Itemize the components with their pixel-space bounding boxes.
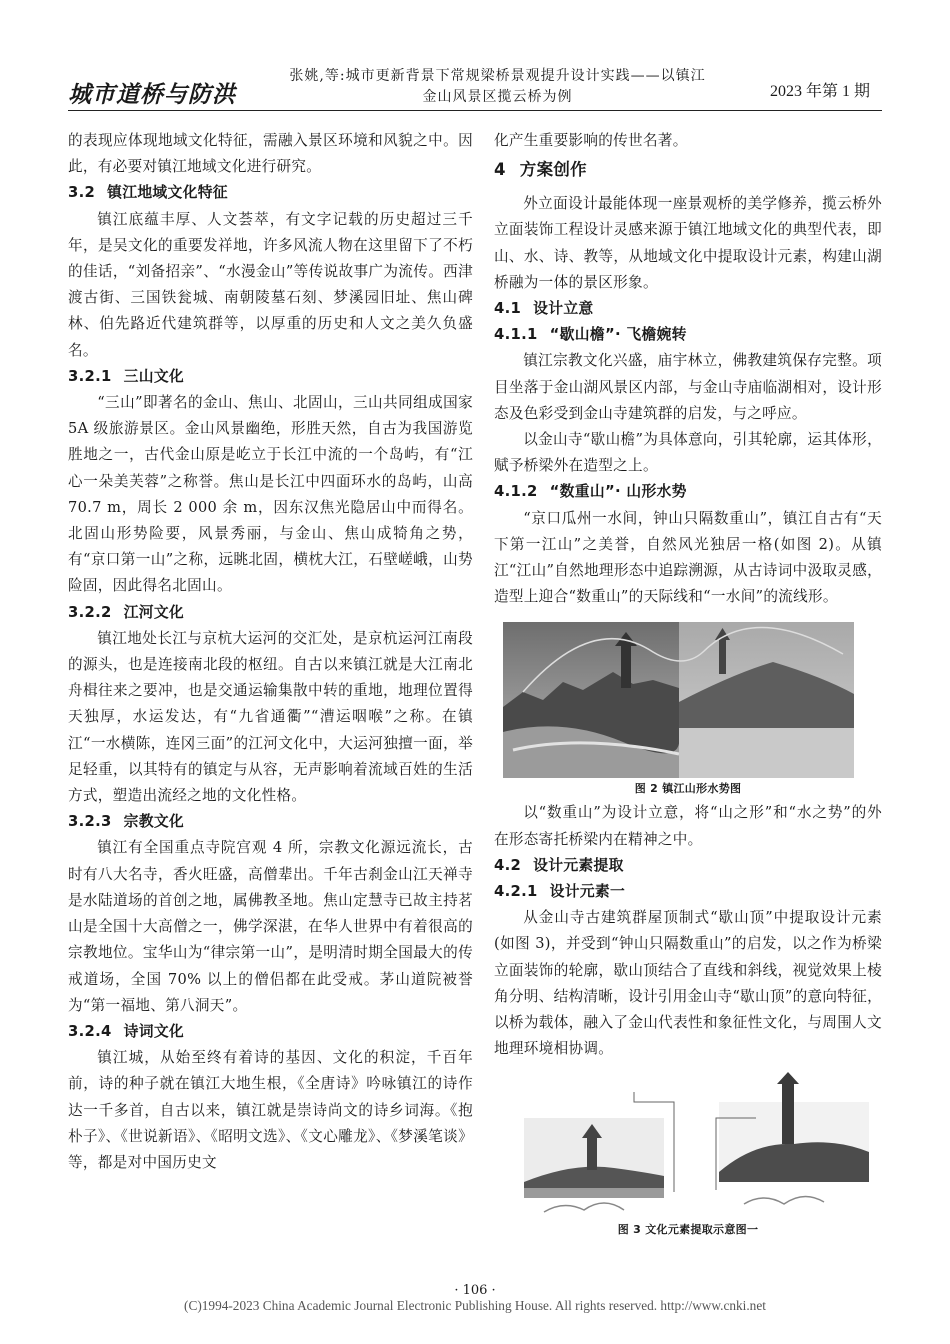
paragraph: 外立面设计最能体现一座景观桥的美学修养，揽云桥外立面装饰工程设计灵感来源于镇江地域文化的典型代表，即山、水、诗、教等，从地域文化中提取设计元素，构建山湖桥融为一体的景区形象。 [494,195,882,291]
section-heading-4-2-1: 4.2.1 设计元素一 [494,883,626,901]
section-heading-4: 4 方案创作 [494,160,587,180]
section-heading-4-1: 4.1 设计立意 [494,300,594,318]
right-column [494,128,882,1241]
journal-logo: 城市道桥与防洪 [68,81,236,108]
paragraph: 的表现应体现地域文化特征，需融入景区环境和风貌之中。因此，有必要对镇江地域文化进行研究。 [68,132,473,176]
header-rule [68,110,882,111]
paragraph: 镇江城，从始至终有着诗的基因、文化的积淀，千百年前，诗的种子就在镇江大地生根，《全唐诗》吟咏镇江的诗作达一千多首，自古以来，镇江就是崇诗尚文的诗乡词海。《抱朴子》、《世说新语》、《昭明文选》、《文心雕龙》、《梦溪笔谈》等，都是对中国历史文 [68,1049,473,1171]
figure-2-caption: 图 2 镇江山形水势图 [634,782,742,796]
section-heading-3-2-1: 3.2.1 三山文化 [68,367,185,385]
paragraph: 镇江底蕴丰厚、人文荟萃，有文字记载的历史超过三千年，是吴文化的重要发祥地，许多风流人物在这里留下了不朽的佳话，“刘备招亲”、“水漫金山”等传说故事广为流传。西津渡古街、三国铁瓮城、南朝陵墓石刻、梦溪园旧址、焦山碑林、伯先路近代建筑群等，以厚重的历史和人文之美久负盛名。 [68,210,473,359]
paragraph: “京口瓜州一水间，钟山只隔数重山”，镇江自古有“天下第一江山”之美誉，自然风光独居一格(如图 2)。从镇江“江山”自然地理形态中追踪溯源，从古诗词中汲取灵感，造型上迎合“数重山”的天际线和“一水间”的流线形。 [494,509,882,606]
page-number: · 106 · [454,1283,496,1298]
section-heading-3-2-2: 3.2.2 江河文化 [68,603,185,621]
paragraph: 化产生重要影响的传世名著。 [494,132,688,149]
paragraph: 以金山寺“歇山檐”为具体意向，引其轮廓，运其体形，赋予桥梁外在造型之上。 [494,431,882,475]
section-heading-3-2-3: 3.2.3 宗教文化 [68,813,185,831]
running-title [235,66,760,108]
section-heading-3-2-4: 3.2.4 诗词文化 [68,1022,185,1040]
section-heading-4-1-1: 4.1.1 “歇山檐”· 飞檐婉转 [494,326,687,344]
copyright-line: (C)1994-2023 China Academic Journal Electronic Publishing House. All rights reserved. http://www.cnki.net [184,1298,766,1313]
figure-3-diagram [494,1072,880,1219]
paragraph: 镇江地处长江与京杭大运河的交汇处，是京杭运河江南段的源头，也是连接南北段的枢纽。自古以来镇江就是大江南北舟楫往来之要冲，也是交通运输集散中转的重地，地理位置得天独厚，水运发达，有“九省通衢”“漕运咽喉”之称。在镇江“一水横陈，连冈三面”的江河文化中，大运河独擅一面，举足轻重，以其特有的镇定与从容，无声影响着流域百姓的生活方式，塑造出流经之地的文化性格。 [68,629,473,805]
section-heading-4-1-2: 4.1.2 “数重山”· 山形水势 [494,483,687,501]
paragraph: “三山”即著名的金山、焦山、北固山，三山共同组成国家 5A 级旅游景区。金山风景幽绝，形胜天然，自古为我国游览胜地之一，古代金山原是屹立于长江中流的一个岛屿，有“江心一朵美芙蓉”之称誉。焦山是长江中四面环水的岛屿，山高 70.7 m，周长 2 000 余 m，因东汉焦光隐居山中而得名。北固山形势险要，风景秀丽，与金山、焦山成犄角之势，有“京口第一山”之称，远眺北固，横枕大江，石壁嵯峨，山势险固，因此得名北固山。 [68,394,473,595]
paragraph: 从金山寺古建筑群屋顶制式“歇山顶”中提取设计元素(如图 3)，并受到“钟山只隔数重山”的启发，以之作为桥梁立面装饰的轮廓，歇山顶结合了直线和斜线，视觉效果上棱角分明、结构清晰，设计引用金山寺“歇山顶”的意向特征，以桥为载体，融入了金山代表性和象征性文化，与周围人文地理环境相协调。 [494,909,882,1058]
paragraph: 镇江宗教文化兴盛，庙宇林立，佛教建筑保存完整。项目坐落于金山湖风景区内部，与金山寺庙临湖相对，设计形态及色彩受到金山寺建筑群的启发，与之呼应。 [494,352,882,422]
figure-2-photo [503,622,854,778]
left-column [68,128,473,1176]
section-heading-3-2: 3.2 镇江地域文化特征 [68,184,228,202]
running-title-line2: 金山风景区揽云桥为例 [422,89,573,105]
section-heading-4-2: 4.2 设计元素提取 [494,856,624,874]
paragraph: 以“数重山”为设计立意，将“山之形”和“水之势”的外在形态寄托桥梁内在精神之中。 [494,804,882,848]
figure-3-image [494,1072,880,1219]
running-title-line1: 张姚,等:城市更新背景下常规梁桥景观提升设计实践——以镇江 [289,68,706,84]
issue-label: 2023 年第 1 期 [770,83,871,100]
paragraph: 镇江有全国重点寺院宫观 4 所，宗教文化源远流长，古时有八大名寺，香火旺盛，高僧辈出。千年古刹金山江天禅寺是水陆道场的首创之地，属佛教圣地。焦山定慧寺已故主持茗山是全国十大高僧之一，佛学深湛，在华人世界中有着很高的宗教地位。宝华山为“律宗第一山”，是明清时期全国最大的传戒道场，全国 70% 以上的僧侣都在此受戒。茅山道院被誉为“第一福地、第八洞天”。 [68,839,473,1014]
figure-3-caption: 图 3 文化元素提取示意图一 [617,1223,759,1237]
figure-2-image [503,622,854,778]
